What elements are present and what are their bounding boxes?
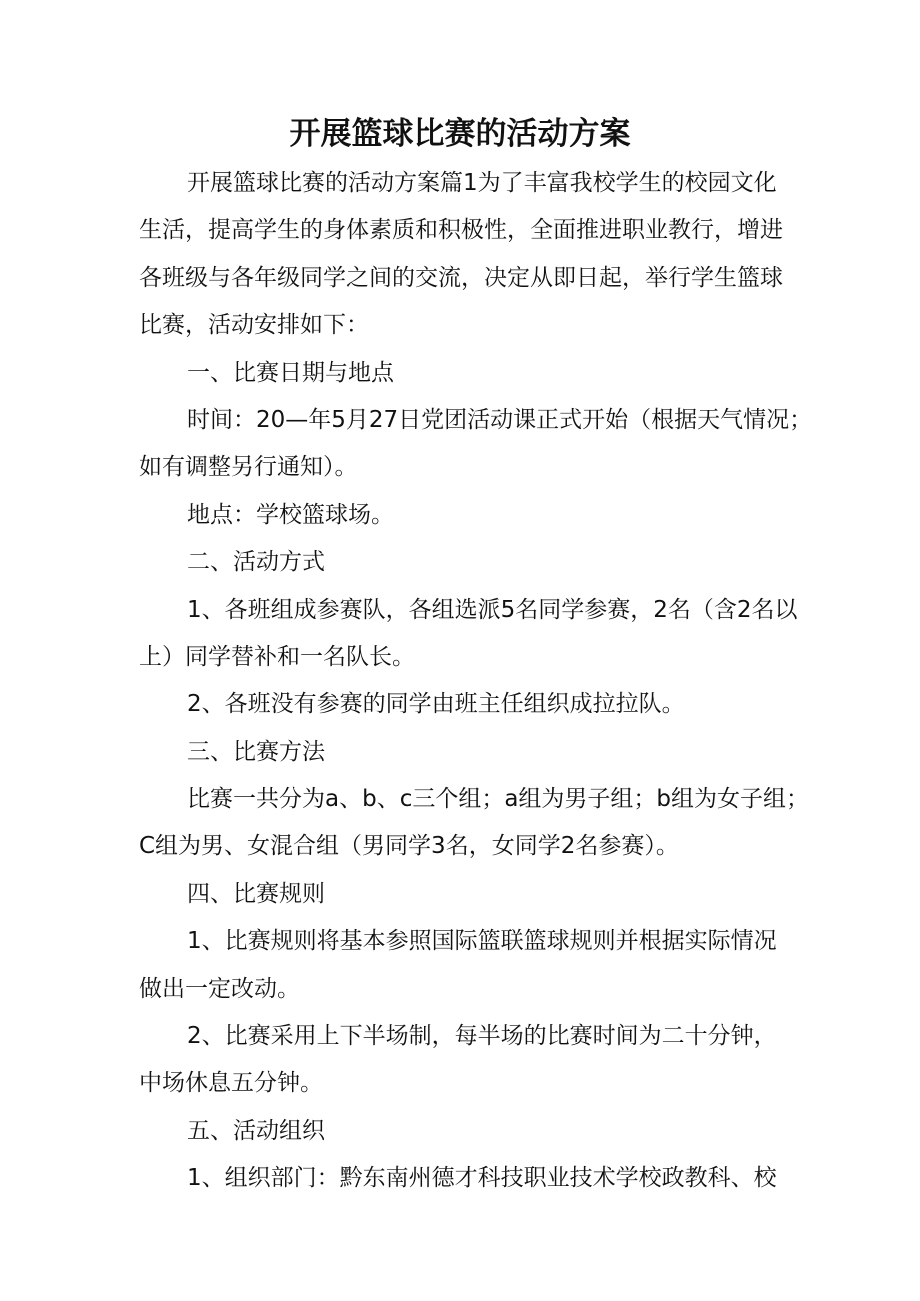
document-title: 开展篮球比赛的活动方案 <box>289 116 631 152</box>
paragraph-line: 中场休息五分钟。 <box>139 1070 323 1097</box>
paragraph-line: 生活，提高学生的身体素质和积极性，全面推进职业教行，增进 <box>139 217 783 244</box>
paragraph-line: 1、组织部门：黔东南州德才科技职业技术学校政教科、校 <box>187 1165 777 1192</box>
paragraph-line: 开展篮球比赛的活动方案篇1为了丰富我校学生的校园文化 <box>187 170 777 196</box>
paragraph-line: 1、比赛规则将基本参照国际篮联篮球规则并根据实际情况 <box>187 928 777 955</box>
section-heading: 一、比赛日期与地点 <box>187 359 394 386</box>
paragraph-line: 做出一定改动。 <box>139 975 300 1002</box>
section-heading: 五、活动组织 <box>187 1117 325 1144</box>
paragraph-line: 比赛一共分为a、b、c三个组；a组为男子组；b组为女子组； <box>187 786 810 813</box>
paragraph-line: 上）同学替补和一名队长。 <box>139 643 415 670</box>
section-heading: 二、活动方式 <box>187 549 325 576</box>
document-body <box>139 160 813 1203</box>
paragraph-line: C组为男、女混合组（男同学3名，女同学2名参赛）。 <box>139 833 679 860</box>
section-heading: 三、比赛方法 <box>187 738 325 765</box>
paragraph-line: 如有调整另行通知）。 <box>139 454 358 481</box>
paragraph-line: 时间：20—年5月27日党团活动课正式开始（根据天气情况； <box>187 406 813 433</box>
section-heading: 四、比赛规则 <box>187 880 325 907</box>
paragraph-line: 各班级与各年级同学之间的交流，决定从即日起，举行学生篮球 <box>139 264 783 291</box>
paragraph-line: 比赛，活动安排如下： <box>139 312 369 339</box>
paragraph-line: 2、各班没有参赛的同学由班主任组织成拉拉队。 <box>187 691 685 718</box>
paragraph-line: 2、比赛采用上下半场制，每半场的比赛时间为二十分钟， <box>187 1023 777 1050</box>
paragraph-line: 1、各班组成参赛队，各组选派5名同学参赛，2名（含2名以 <box>187 596 798 623</box>
paragraph-line: 地点：学校篮球场。 <box>187 501 394 528</box>
